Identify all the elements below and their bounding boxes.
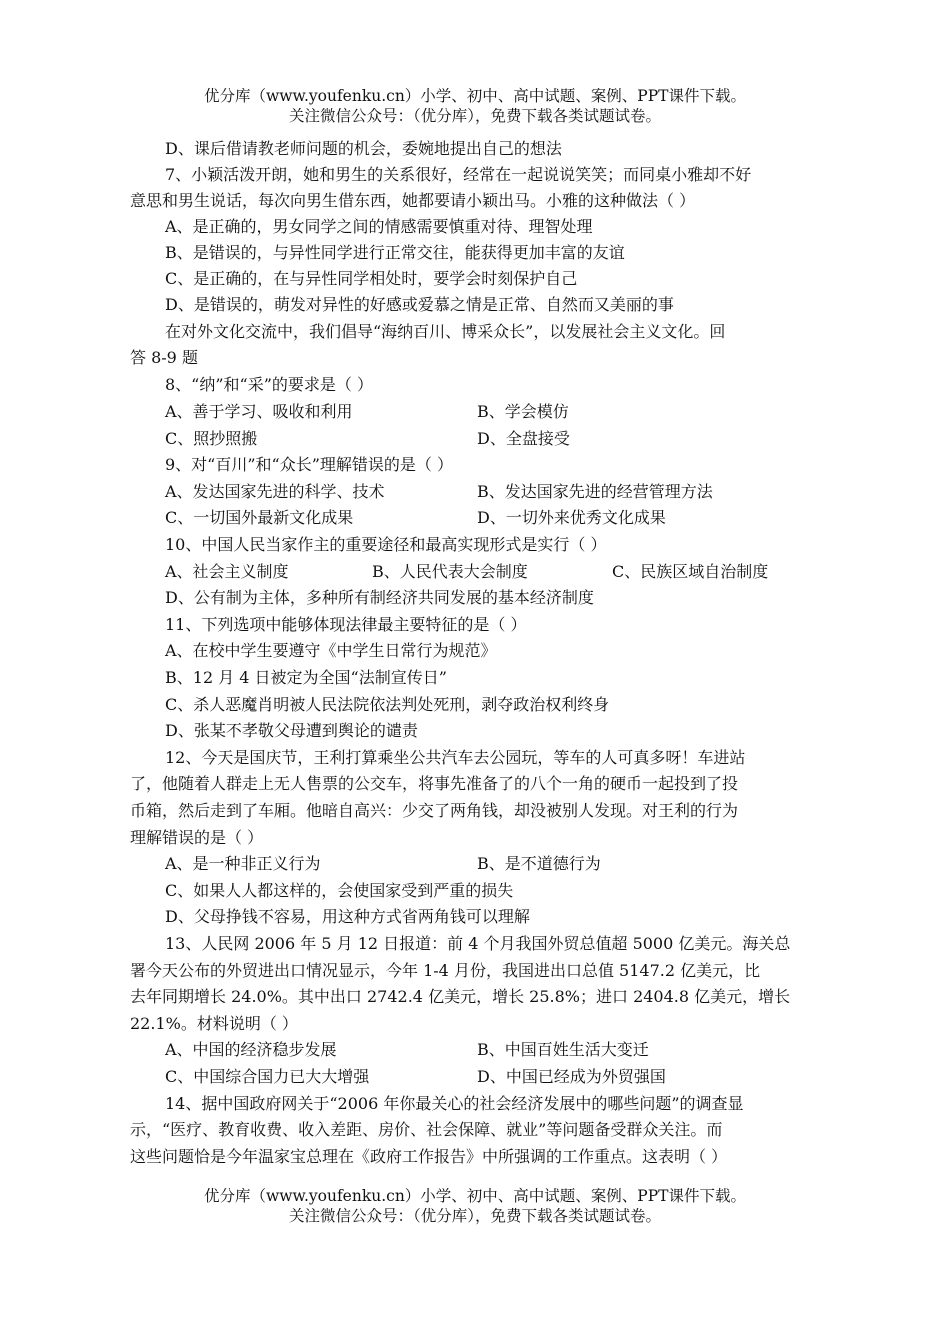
q8-option-d: D、全盘接受 xyxy=(477,429,570,448)
q12-option-d: D、父母挣钱不容易，用这种方式省两角钱可以理解 xyxy=(165,907,530,926)
q7-option-d: D、是错误的，萌发对异性的好感或爱慕之情是正常、自然而又美丽的事 xyxy=(165,295,674,314)
q9-option-a: A、发达国家先进的科学、技术 xyxy=(165,482,385,501)
q11-option-b: B、12 月 4 日被定为全国“法制宣传日” xyxy=(165,668,447,687)
q9-stem: 9、对“百川”和“众长”理解错误的是（ ） xyxy=(165,455,453,474)
q11-option-c: C、杀人恶魔肖明被人民法院依法判处死刑，剥夺政治权利终身 xyxy=(165,695,610,714)
q7-option-c: C、是正确的，在与异性同学相处时，要学会时刻保护自己 xyxy=(165,269,578,288)
header-line-2: 关注微信公众号：（优分库），免费下载各类试题试卷。 xyxy=(288,107,661,125)
q10-option-c: C、民族区域自治制度 xyxy=(612,562,769,581)
q7-option-b: B、是错误的，与异性同学进行正常交往，能获得更加丰富的友谊 xyxy=(165,243,625,262)
q12-option-b: B、是不道德行为 xyxy=(477,854,601,873)
q13-stem-line-2: 署今天公布的外贸进出口情况显示，今年 1-4 月份，我国进出口总值 5147.2 亿美元，比 xyxy=(130,961,761,980)
q13-stem-line-3: 去年同期增长 24.0%。其中出口 2742.4 亿美元，增长 25.8%；进口 2404.8 亿美元，增长 xyxy=(130,987,791,1006)
q12-stem-line-2: 了，他随着人群走上无人售票的公交车，将事先准备了的八个一角的硬币一起投到了投 xyxy=(130,774,739,793)
q8-option-b: B、学会模仿 xyxy=(477,402,569,421)
footer-line-1: 优分库（www.youfenku.cn）小学、初中、高中试题、案例、PPT课件下载。 xyxy=(203,1187,747,1205)
q10-option-d: D、公有制为主体，多种所有制经济共同发展的基本经济制度 xyxy=(165,588,594,607)
q9-option-d: D、一切外来优秀文化成果 xyxy=(477,508,666,527)
q11-option-d: D、张某不孝敬父母遭到舆论的谴责 xyxy=(165,721,418,740)
q11-stem: 11、下列选项中能够体现法律最主要特征的是（ ） xyxy=(165,615,527,634)
header-line-1: 优分库（www.youfenku.cn）小学、初中、高中试题、案例、PPT课件下载。 xyxy=(203,87,747,105)
q13-option-c: C、中国综合国力已大大增强 xyxy=(165,1067,370,1086)
q9-option-b: B、发达国家先进的经营管理方法 xyxy=(477,482,713,501)
footer-line-2: 关注微信公众号：（优分库），免费下载各类试题试卷。 xyxy=(288,1207,661,1225)
q12-option-a: A、是一种非正义行为 xyxy=(165,854,321,873)
q12-stem-line-3: 币箱，然后走到了车厢。他暗自高兴：少交了两角钱，却没被别人发现。对王利的行为 xyxy=(130,801,739,820)
page-header xyxy=(0,86,950,126)
q12-stem-line-4: 理解错误的是（ ） xyxy=(130,828,264,847)
q12-option-c: C、如果人人都这样的，会使国家受到严重的损失 xyxy=(165,881,514,900)
q12-stem-line-1: 12、今天是国庆节，王利打算乘坐公共汽车去公园玩，等车的人可真多呀！车进站 xyxy=(165,748,746,767)
q7-stem-line-1: 7、小颖活泼开朗，她和男生的关系很好，经常在一起说说笑笑；而同桌小雅却不好 xyxy=(165,165,752,184)
q8-stem: 8、“纳”和“采”的要求是（ ） xyxy=(165,375,373,394)
q10-option-b: B、人民代表大会制度 xyxy=(372,562,528,581)
q9-option-c: C、一切国外最新文化成果 xyxy=(165,508,354,527)
q6-option-d: D、课后借请教老师问题的机会，委婉地提出自己的想法 xyxy=(165,139,562,158)
q11-option-a: A、在校中学生要遵守《中学生日常行为规范》 xyxy=(165,641,497,660)
q13-option-d: D、中国已经成为外贸强国 xyxy=(477,1067,666,1086)
q13-option-b: B、中国百姓生活大变迁 xyxy=(477,1040,649,1059)
intro-8-9-line-2: 答 8-9 题 xyxy=(130,348,198,367)
q14-stem-line-1: 14、据中国政府网关于“2006 年你最关心的社会经济发展中的哪些问题”的调查显 xyxy=(165,1094,744,1113)
q7-stem-line-2: 意思和男生说话，每次向男生借东西，她都要请小颖出马。小雅的这种做法（ ） xyxy=(130,191,696,210)
q8-option-c: C、照抄照搬 xyxy=(165,429,258,448)
q13-option-a: A、中国的经济稳步发展 xyxy=(165,1040,337,1059)
q14-stem-line-2: 示，“医疗、教育收费、收入差距、房价、社会保障、就业”等问题备受群众关注。而 xyxy=(130,1120,723,1139)
q7-option-a: A、是正确的，男女同学之间的情感需要慎重对待、理智处理 xyxy=(165,217,593,236)
q10-stem: 10、中国人民当家作主的重要途径和最高实现形式是实行（ ） xyxy=(165,535,607,554)
q10-option-a: A、社会主义制度 xyxy=(165,562,289,581)
page-footer xyxy=(0,1186,950,1226)
q14-stem-line-3: 这些问题恰是今年温家宝总理在《政府工作报告》中所强调的工作重点。这表明（ ） xyxy=(130,1147,728,1166)
q13-stem-line-1: 13、人民网 2006 年 5 月 12 日报道：前 4 个月我国外贸总值超 5000 亿美元。海关总 xyxy=(165,934,791,953)
q13-stem-line-4: 22.1%。材料说明（ ） xyxy=(130,1014,298,1033)
intro-8-9-line-1: 在对外文化交流中，我们倡导“海纳百川、博采众长”，以发展社会主义文化。回 xyxy=(165,322,726,341)
q8-option-a: A、善于学习、吸收和利用 xyxy=(165,402,353,421)
